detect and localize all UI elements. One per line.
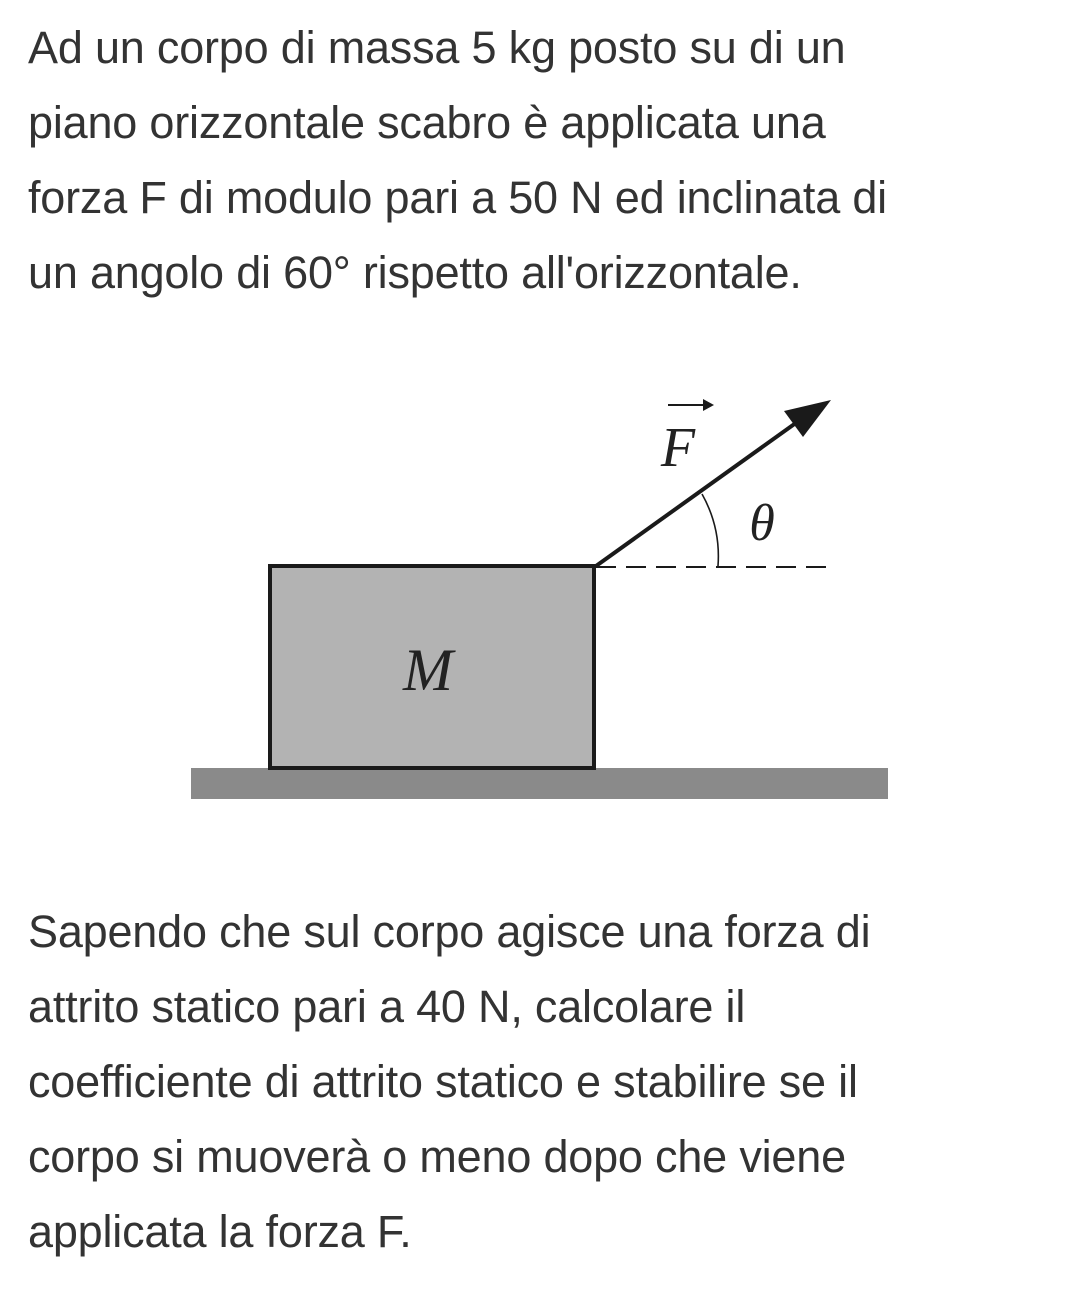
intro-line: piano orizzontale scabro è applicata una <box>28 97 826 148</box>
question-line: Sapendo che sul corpo agisce una forza di <box>28 906 871 957</box>
intro-line: un angolo di 60° rispetto all'orizzontale. <box>28 247 802 298</box>
force-diagram <box>0 360 1071 820</box>
angle-arc <box>702 494 718 566</box>
question-line: attrito statico pari a 40 N, calcolare il <box>28 981 746 1032</box>
block-label: M <box>403 637 453 703</box>
intro-line: forza F di modulo pari a 50 N ed inclinata di <box>28 172 887 223</box>
angle-label: θ <box>749 495 775 552</box>
force-arrowhead <box>784 400 831 437</box>
question-line: coefficiente di attrito statico e stabilire se il <box>28 1056 858 1107</box>
question-line: applicata la forza F. <box>28 1206 412 1257</box>
problem-intro-text <box>28 10 1048 310</box>
vector-arrowhead-icon <box>703 399 714 411</box>
ground-surface <box>191 768 888 799</box>
intro-line: Ad un corpo di massa 5 kg posto su di un <box>28 22 846 73</box>
force-label: F <box>660 417 696 479</box>
problem-question-text <box>28 894 1048 1269</box>
question-line: corpo si muoverà o meno dopo che viene <box>28 1131 846 1182</box>
